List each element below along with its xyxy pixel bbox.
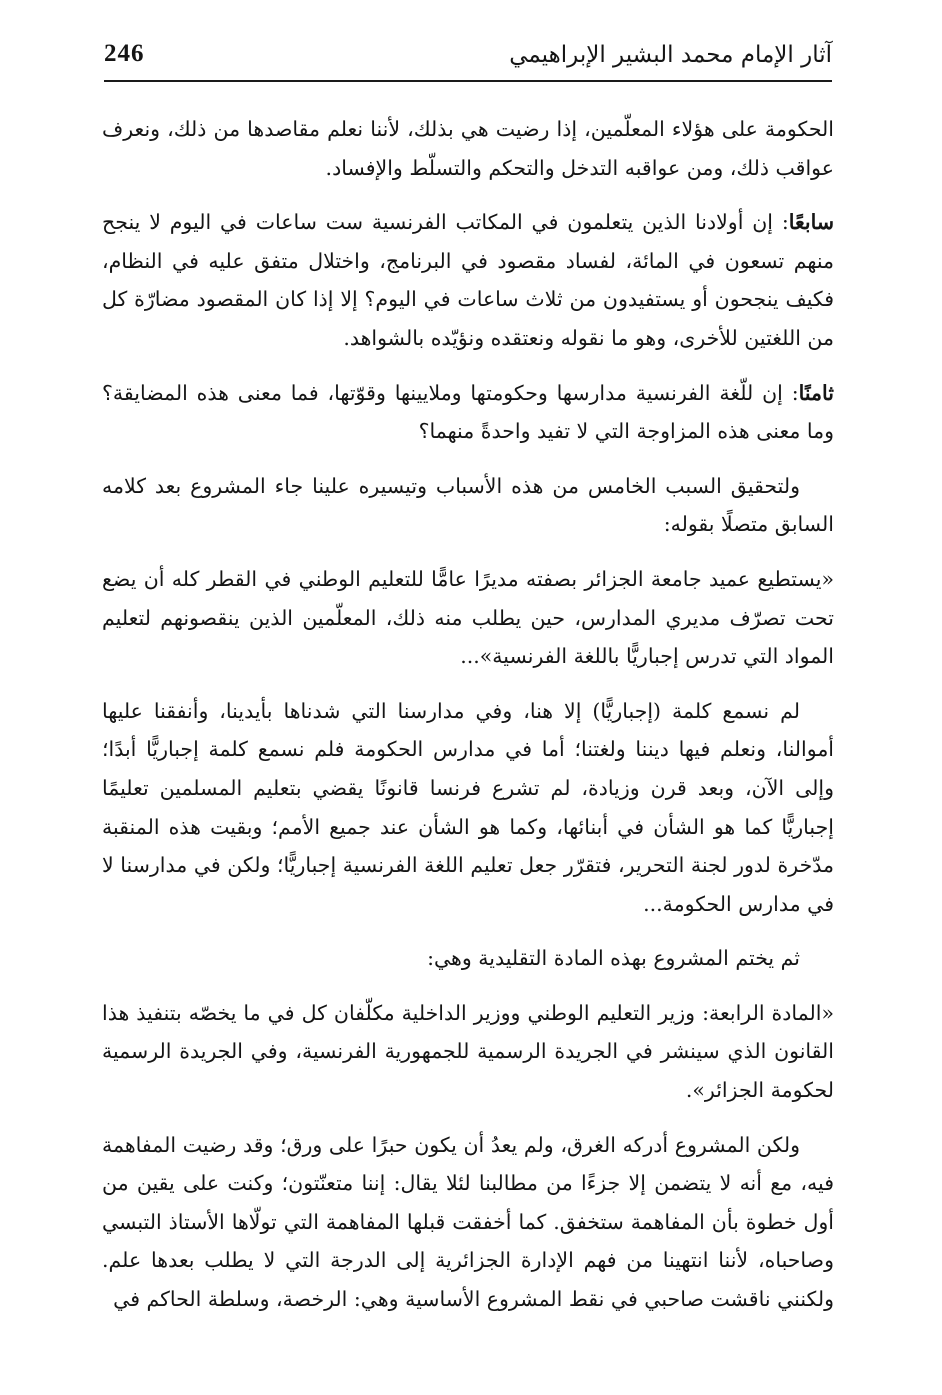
paragraph-lead: سابعًا <box>788 210 834 235</box>
page-number: 246 <box>104 40 145 67</box>
paragraph-9: ولكن المشروع أدركه الغرق، ولم يعدُ أن يكون حبرًا على ورق؛ وقد رضيت المفاهمة فيه، مع أنه لا يتضمن إلا جزءًا من مطالبنا لئلا يقال: إننا متعنّتون؛ وكنت على يقين من أول خطوة بأن المفاهمة ستخفق. كما أخفقت قبلها المفاهمة التي تولّاها الأستاذ التبسي وصاحباه، لأننا انتهينا من فهم الإدارة الجزائرية إلى الدرجة التي لا يطلب بعدها علم. ولكنني ناقشت صاحبي في نقط المشروع الأساسية وهي: الرخصة، وسلطة الحاكم في <box>102 1132 834 1312</box>
page-header <box>104 38 832 82</box>
paragraph-3: ثامنًا: إن للّغة الفرنسية مدارسها وحكومتها وملايينها وقوّتها، فما معنى هذه المضايقة؟ وما معنى هذه المزاوجة التي لا تفيد واحدةً منهما؟ <box>102 380 834 444</box>
paragraph-lead: ثامنًا <box>798 380 834 405</box>
paragraph-8-quotation: «المادة الرابعة: وزير التعليم الوطني ووزير الداخلية مكلّفان كل في ما يخصّه بتنفيذ هذا القانون الذي سينشر في الجريدة الرسمية للجمهورية الفرنسية، وفي الجريدة الرسمية لحكومة الجزائر». <box>102 1000 834 1103</box>
paragraph-5-quotation: «يستطيع عميد جامعة الجزائر بصفته مديرًا عامًّا للتعليم الوطني في القطر كله أن يضع تحت تصرّف مديري المدارس، حين يطلب منه ذلك، المعلّمين الذين ينقصونهم لتعليم المواد التي تدرس إجباريًّا باللغة الفرنسية»... <box>102 566 834 669</box>
paragraph-2: سابعًا: إن أولادنا الذين يتعلمون في المكاتب الفرنسية ست ساعات في اليوم لا ينجح منهم تسعون في المائة، لفساد مقصود في البرنامج، واختلال متفق عليه في النظام، فكيف ينجحون أو يستفيدون من ثلاث ساعات في اليوم؟ إلا إذا كان المقصود مضارّة كل من اللغتين للأخرى، وهو ما نقوله ونعتقده ونؤيّده بالشواهد. <box>102 210 834 350</box>
running-title: آثار الإمام محمد البشير الإبراهيمي <box>509 42 832 68</box>
paragraph-1: الحكومة على هؤلاء المعلّمين، إذا رضيت هي بذلك، لأننا نعلم مقاصدها من ذلك، ونعرف عواقب ذلك، ومن عواقبه التدخل والتحكم والتسلّط والإفساد. <box>102 117 834 180</box>
paragraph-7: ثم يختم المشروع بهذه المادة التقليدية وهي: <box>427 946 800 971</box>
body-text <box>102 110 834 1335</box>
paragraph-4: ولتحقيق السبب الخامس من هذه الأسباب وتيسيره علينا جاء المشروع بعد كلامه السابق متصلًا بقوله: <box>102 473 834 537</box>
paragraph-6: لم نسمع كلمة (إجباريًّا) إلا هنا، وفي مدارسنا التي شدناها بأيدينا، وأنفقنا عليها أموالنا، ونعلم فيها ديننا ولغتنا؛ أما في مدارس الحكومة فلم نسمع كلمة إجباريًّا أبدًا؛ وإلى الآن، وبعد قرن وزيادة، لم تشرع فرنسا قانونًا يقضي بتعليم المسلمين تعليمًا إجباريًّا كما هو الشأن في أبنائها، وكما هو الشأن عند جميع الأمم؛ وبقيت هذه المنقبة مدّخرة لدور لجنة التحرير، فتقرّر جعل تعليم اللغة الفرنسية إجباريًّا؛ ولكن في مدارسنا لا في مدارس الحكومة... <box>102 698 834 916</box>
